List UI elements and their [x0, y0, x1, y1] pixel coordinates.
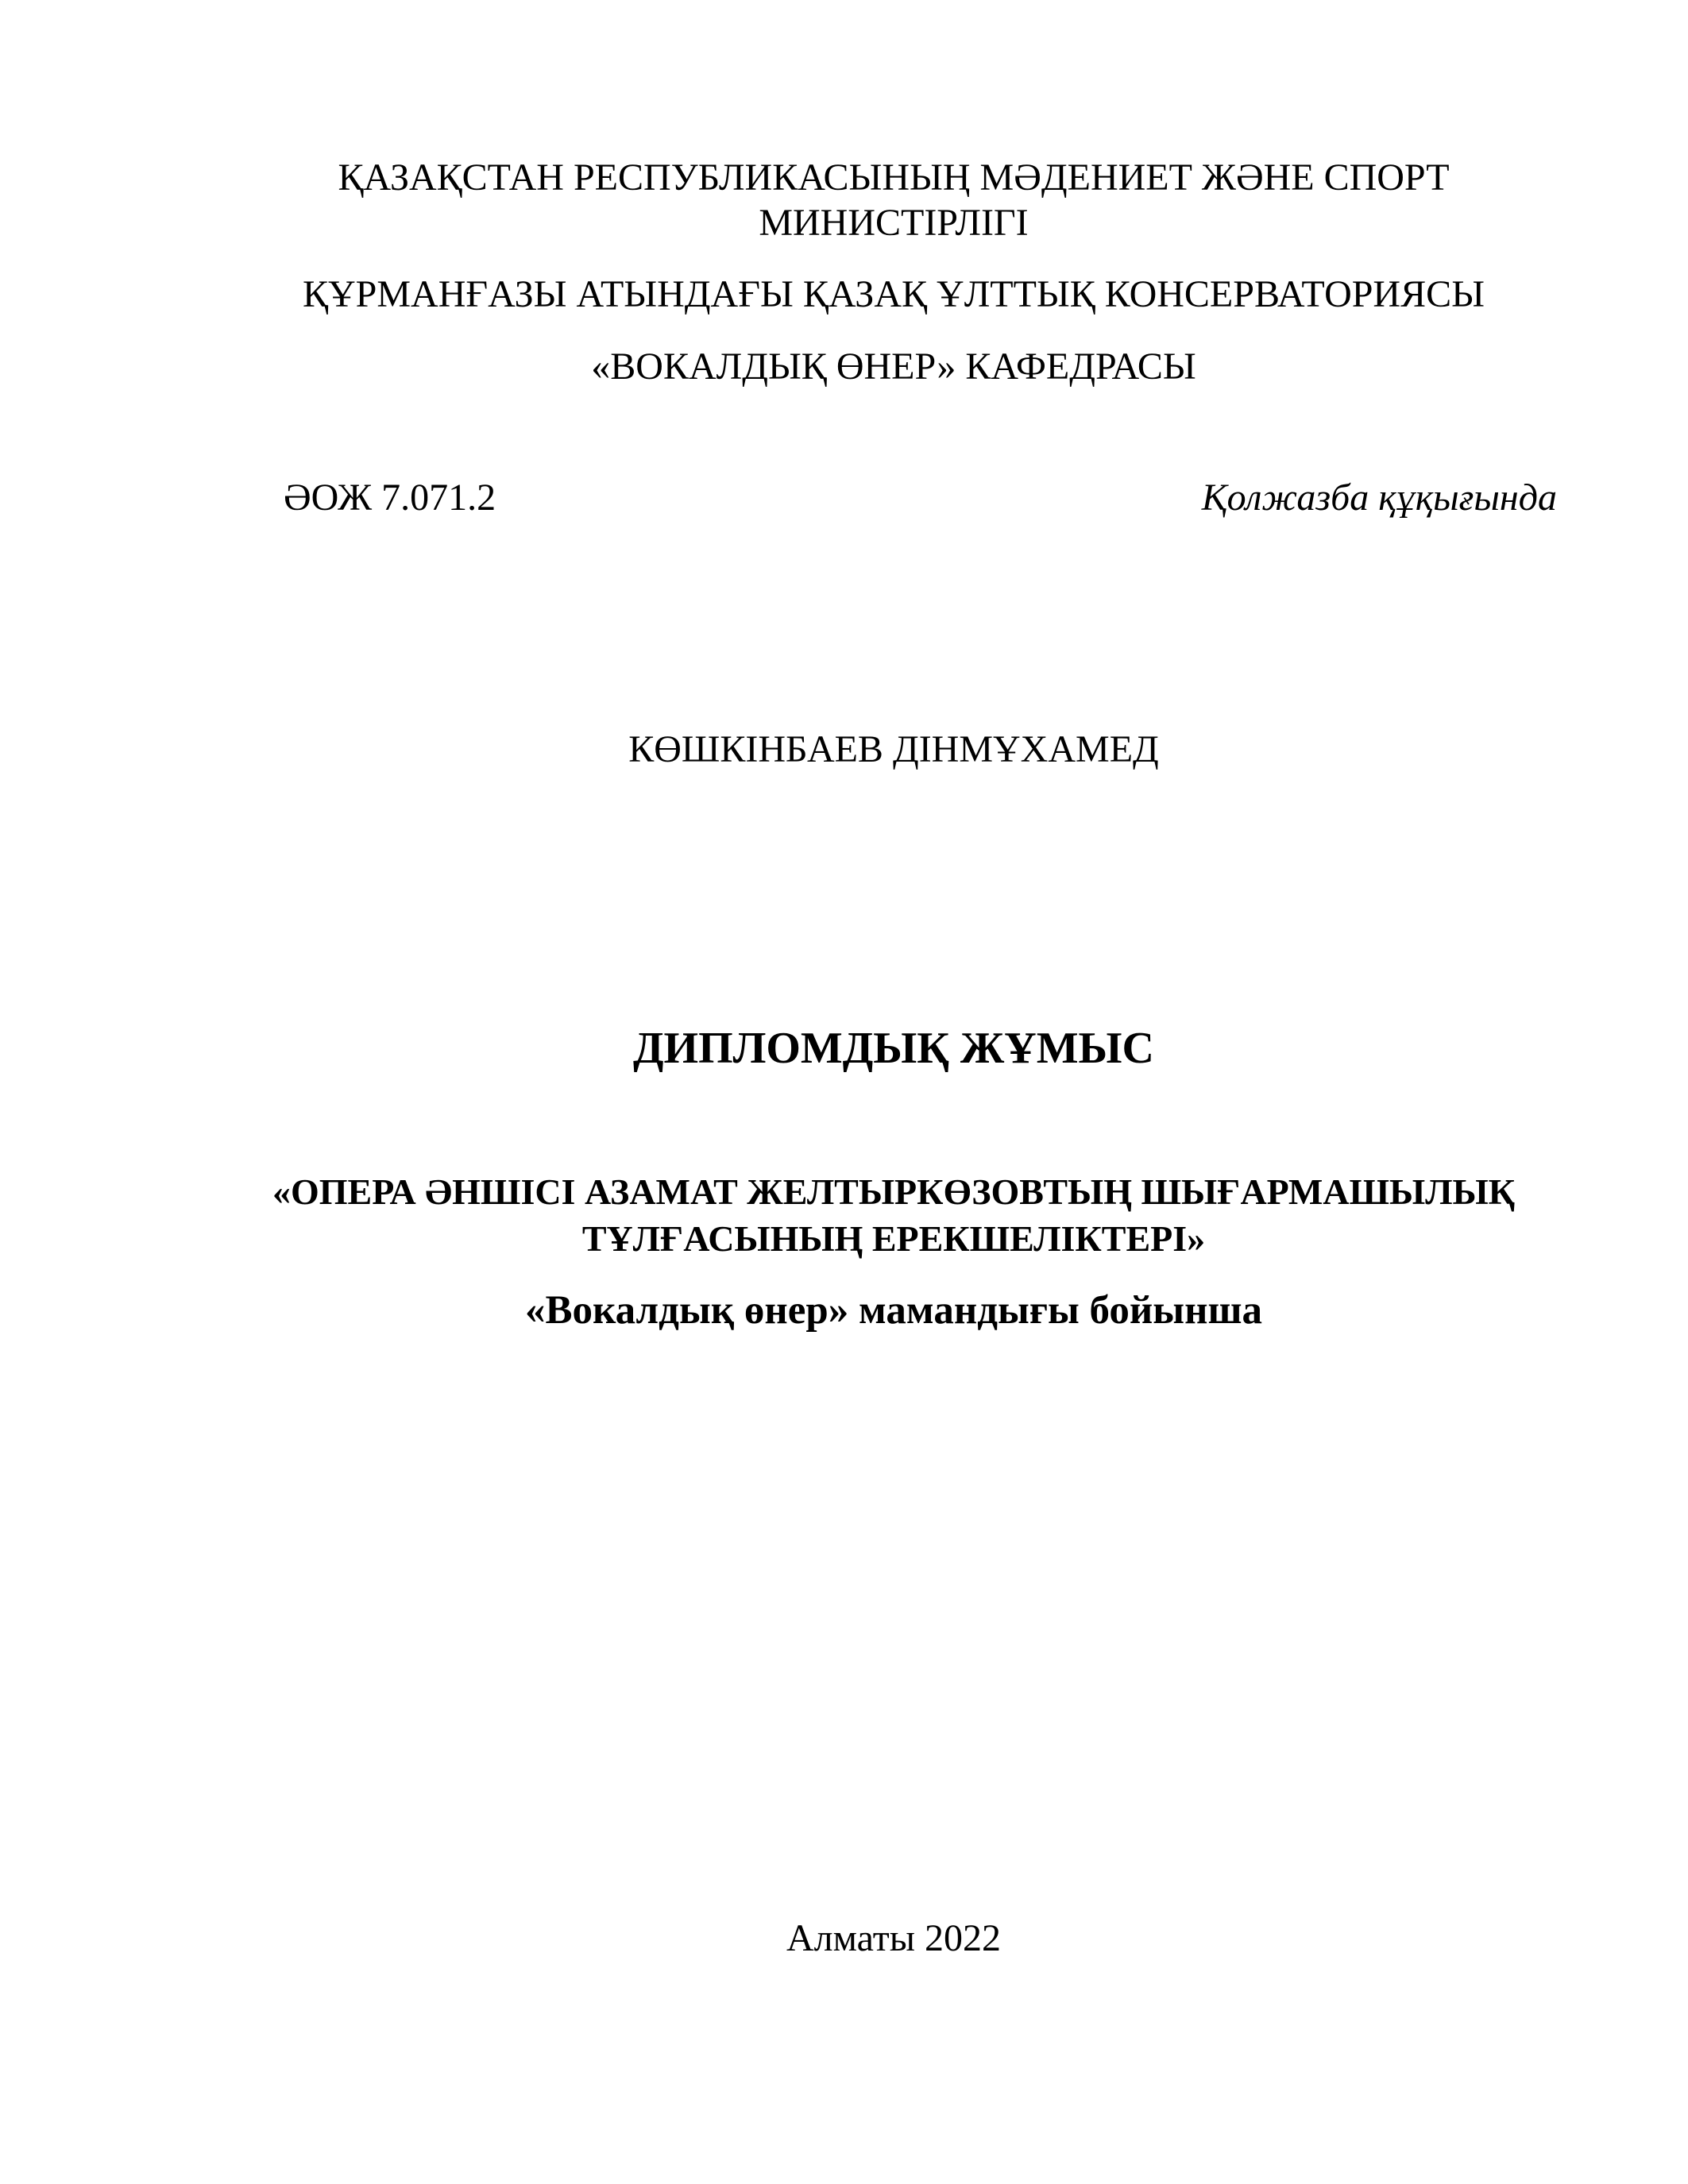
ministry-line-2: МИНИСТІРЛІГІ	[759, 202, 1029, 244]
specialty-line: «Вокалдық өнер» мамандығы бойынша	[524, 1288, 1263, 1333]
author-name: КӨШКІНБАЕВ ДІНМҰХАМЕД	[628, 728, 1159, 770]
manuscript-rights: Қолжазба құқығында	[1201, 477, 1557, 519]
department-name: «ВОКАЛДЫҚ ӨНЕР» КАФЕДРАСЫ	[591, 345, 1196, 388]
conservatory-name: ҚҰРМАНҒАЗЫ АТЫНДАҒЫ ҚАЗАҚ ҰЛТТЫҚ КОНСЕРВАТОРИЯСЫ	[303, 273, 1485, 315]
work-type-heading: ДИПЛОМДЫҚ ЖҰМЫС	[632, 1024, 1154, 1073]
thesis-title-line-2: ТҰЛҒАСЫНЫҢ ЕРЕКШЕЛІКТЕРІ»	[581, 1218, 1206, 1259]
udc-code: ӘОЖ 7.071.2	[284, 477, 496, 519]
thesis-title-line-1: «ОПЕРА ӘНШІСІ АЗАМАТ ЖЕЛТЫРКӨЗОВТЫҢ ШЫҒАРМАШЫЛЫҚ	[272, 1171, 1516, 1212]
city-year: Алматы 2022	[786, 1917, 1001, 1959]
ministry-line-1: ҚАЗАҚСТАН РЕСПУБЛИКАСЫНЫҢ МӘДЕНИЕТ ЖӘНЕ СПОРТ	[338, 156, 1450, 199]
